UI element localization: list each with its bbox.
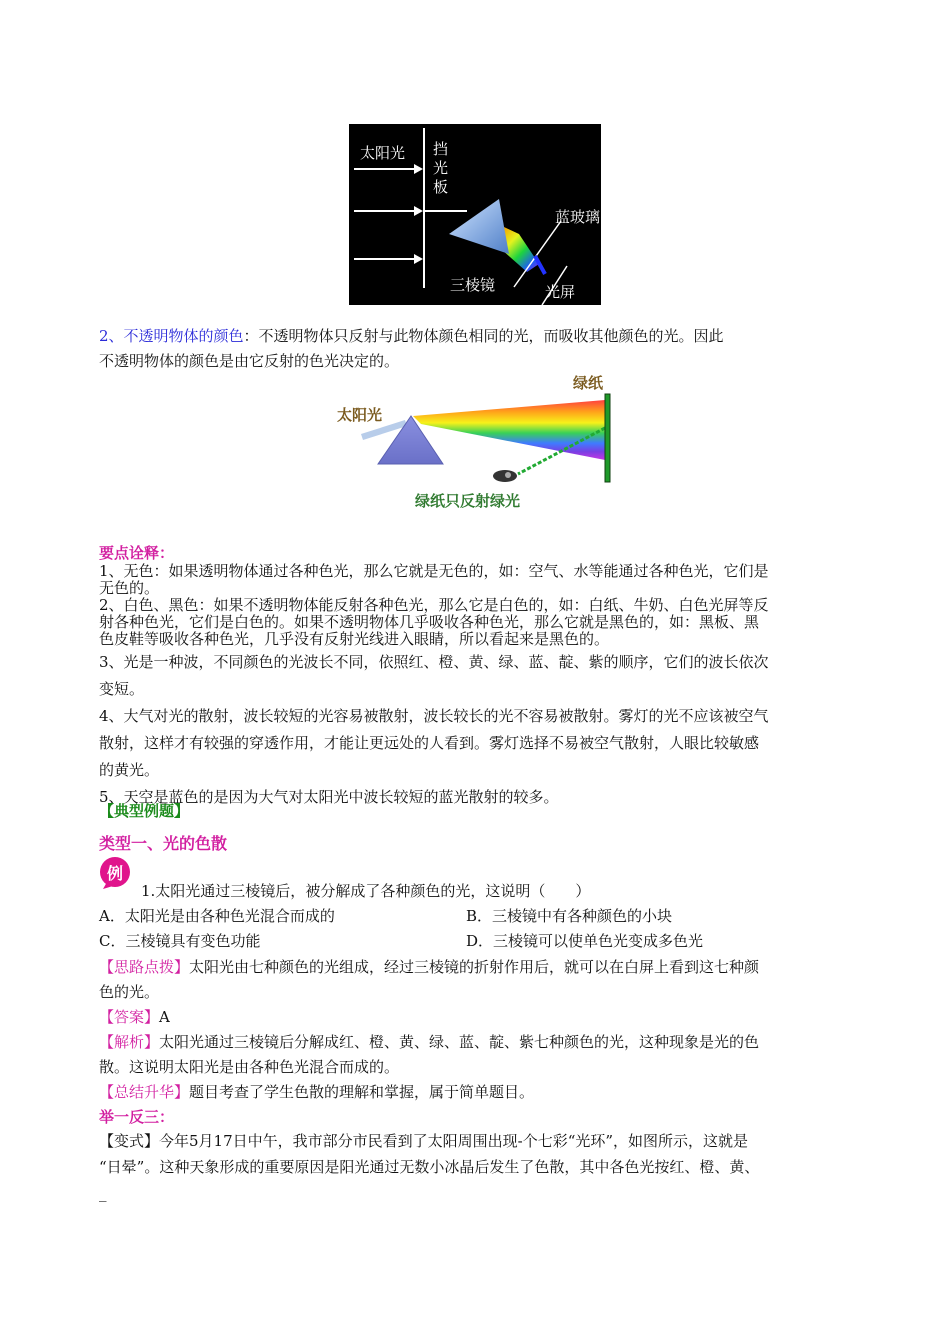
analysis-text: 太阳光通过三棱镜后分解成红、橙、黄、绿、蓝、靛、紫七种颜色的光，这种现象是光的色 xyxy=(159,1033,760,1051)
variation-line1: 【变式】今年5月17日中午，我市部分市民看到了太阳周围出现-个七彩“光环”，如图所示，这就是 xyxy=(99,1132,749,1150)
variation-line2: “日晕”。这种天象形成的重要原因是阳光通过无数小冰晶后发生了色散，其中各色光按红、橙、黄、 xyxy=(99,1158,760,1176)
option-d: D．三棱镜可以使单色光变成多色光 xyxy=(466,932,704,950)
option-c: C．三棱镜具有变色功能 xyxy=(99,932,261,950)
hint-text: 太阳光由七种颜色的光组成，经过三棱镜的折射作用后，就可以在白屏上看到这七种颜 xyxy=(189,958,760,976)
variation-line3: _ xyxy=(99,1184,107,1202)
analysis-line1 xyxy=(99,1031,759,1054)
example-question: 1.太阳光通过三棱镜后，被分解成了各种颜色的光，这说明（ ） xyxy=(141,882,591,900)
section2-line2: 不透明物体的颜色是由它反射的色光决定的。 xyxy=(99,352,400,370)
analysis-label: 【解析】 xyxy=(99,1033,160,1051)
examples-heading: 【典型例题】 xyxy=(99,802,190,820)
key-point-line: 无色的。 xyxy=(99,579,160,597)
key-point-line: 5、天空是蓝色的是因为大气对太阳光中波长较短的蓝光散射的较多。 xyxy=(99,788,559,806)
answer-value: A xyxy=(159,1008,170,1026)
hint-label: 【思路点拨】 xyxy=(99,958,190,976)
key-point-line: 2、白色、黑色：如果不透明物体能反射各种色光，那么它是白色的，如：白纸、牛奶、白色光屏等反 xyxy=(99,596,769,614)
section2-line1 xyxy=(99,325,724,348)
summary-line xyxy=(99,1081,534,1104)
figure-green-paper xyxy=(333,372,623,512)
figure2-label-green-paper: 绿纸 xyxy=(573,374,604,392)
key-point-line: 散射，这样才有较强的穿透作用，才能让更远处的人看到。雾灯选择不易被空气散射，人眼比较敏感 xyxy=(99,734,760,752)
key-points-body xyxy=(99,563,769,648)
figure-prism-blue-glass xyxy=(349,124,601,305)
figure1-label-board xyxy=(433,140,448,197)
summary-label: 【总结升华】 xyxy=(99,1083,190,1101)
figure1-label-sunlight: 太阳光 xyxy=(360,144,406,162)
figure1-label-board-char: 板 xyxy=(433,178,449,196)
figure1-label-screen: 光屏 xyxy=(545,283,576,301)
key-point-line: 色皮鞋等吸收各种色光，几乎没有反射光线进入眼睛，所以看起来是黑色的。 xyxy=(99,630,610,648)
answer-line xyxy=(99,1006,170,1029)
summary-text: 题目考查了学生色散的理解和掌握，属于简单题目。 xyxy=(189,1083,535,1101)
figure1-label-blue-glass: 蓝玻璃 xyxy=(555,208,601,226)
key-points-heading: 要点诠释： xyxy=(99,544,175,562)
answer-label: 【答案】 xyxy=(99,1008,160,1026)
key-point-line: 的黄光。 xyxy=(99,761,160,779)
figure1-label-board-char: 光 xyxy=(433,159,449,177)
key-point-line: 1、无色：如果透明物体通过各种色光，那么它就是无色的，如：空气、水等能通过各种色光，它们是 xyxy=(99,562,769,580)
section2-text: ：不透明物体只反射与此物体颜色相同的光，而吸收其他颜色的光。因此 xyxy=(243,327,724,345)
figure2-label-sunlight: 太阳光 xyxy=(337,406,383,424)
key-points-body-2 xyxy=(99,649,769,811)
analysis-line2: 散。这说明太阳光是由各种色光混合而成的。 xyxy=(99,1058,400,1076)
variation-heading: 举一反三： xyxy=(99,1108,175,1126)
option-a: A．太阳光是由各种色光混合而成的 xyxy=(99,907,335,925)
option-b: B．三棱镜中有各种颜色的小块 xyxy=(466,907,673,925)
figure1-label-board-char: 挡 xyxy=(433,140,449,158)
hint-line1 xyxy=(99,956,759,979)
section2-heading: 2、不透明物体的颜色 xyxy=(99,327,244,345)
key-point-line: 变短。 xyxy=(99,680,145,698)
example-badge-icon xyxy=(99,856,133,890)
example-badge-text: 例 xyxy=(107,864,124,883)
key-point-line: 射各种色光，它们是白色的。如果不透明物体几乎吸收各种色光，那么它就是黑色的，如：黑板、黑 xyxy=(99,613,760,631)
figure1-label-prism: 三棱镜 xyxy=(450,276,496,294)
hint-line2: 色的光。 xyxy=(99,983,160,1001)
key-point-line: 4、大气对光的散射，波长较短的光容易被散射，波长较长的光不容易被散射。雾灯的光不应该被空气 xyxy=(99,707,769,725)
type1-heading: 类型一、光的色散 xyxy=(99,834,228,853)
key-point-line: 3、光是一种波，不同颜色的光波长不同，依照红、橙、黄、绿、蓝、靛、紫的顺序，它们的波长依次 xyxy=(99,653,769,671)
figure2-caption: 绿纸只反射绿光 xyxy=(415,492,521,510)
